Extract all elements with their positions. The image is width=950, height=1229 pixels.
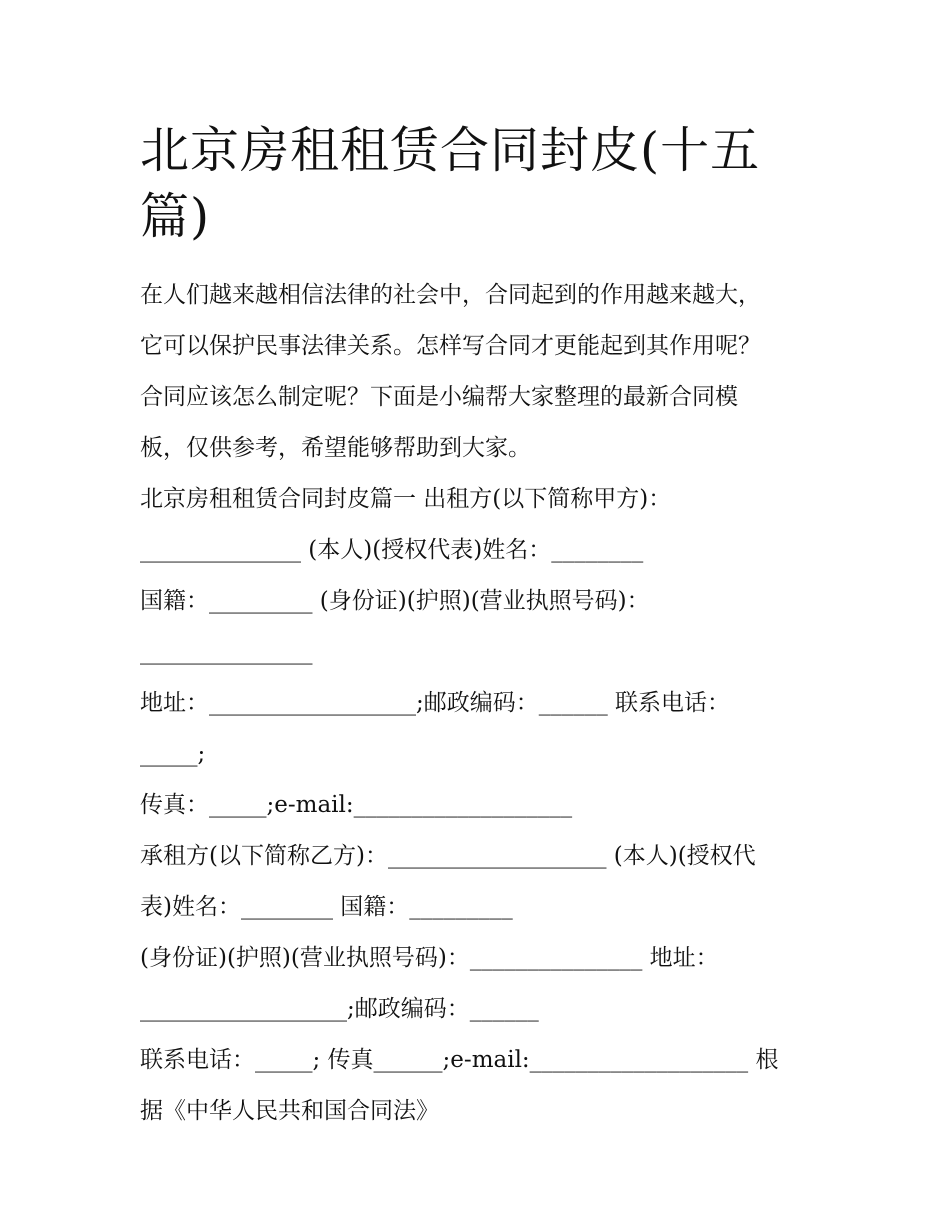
title-line-2: 篇) (140, 188, 211, 245)
title-line-1: 北京房租租赁合同封皮(十五 (140, 122, 761, 179)
lessor-address-line: 地址：__________________;邮政编码：______ 联系电话： (140, 690, 731, 716)
lessor-heading: 北京房租租赁合同封皮篇一 出租方(以下简称甲方)： (140, 486, 672, 512)
document-title (140, 118, 812, 250)
lessee-contact-line: 联系电话：_____; 传真______;e-mail:___________________ 根 (140, 1047, 779, 1073)
document-page (140, 118, 812, 1137)
contract-body (140, 474, 812, 1137)
law-reference-line: 据《中华人民共和国合同法》 (140, 1098, 439, 1124)
lessor-id-blank: _______________ (140, 639, 313, 665)
intro-line: 它可以保护民事法律关系。怎样写合同才更能起到其作用呢？ (140, 333, 761, 359)
lessor-fax-email-line: 传真：_____;e-mail:___________________ (140, 792, 573, 818)
lessor-name-line: ______________ (本人)(授权代表)姓名：________ (140, 537, 644, 563)
intro-paragraph (140, 270, 812, 474)
lessee-id-line: (身份证)(护照)(营业执照号码)：_______________ 地址： (140, 945, 719, 971)
lessee-heading: 承租方(以下简称乙方)：___________________ (本人)(授权代 (140, 843, 756, 869)
lessor-phone-blank: _____; (140, 741, 206, 767)
lessor-nationality-line: 国籍：_________ (身份证)(护照)(营业执照号码)： (140, 588, 650, 614)
intro-line: 合同应该怎么制定呢？下面是小编帮大家整理的最新合同模 (140, 384, 738, 410)
intro-line: 在人们越来越相信法律的社会中，合同起到的作用越来越大， (140, 282, 761, 308)
intro-line: 板，仅供参考，希望能够帮助到大家。 (140, 435, 531, 461)
lessee-address-line: __________________;邮政编码：______ (140, 996, 539, 1022)
lessee-name-line: 表)姓名：________ 国籍：_________ (140, 894, 513, 920)
